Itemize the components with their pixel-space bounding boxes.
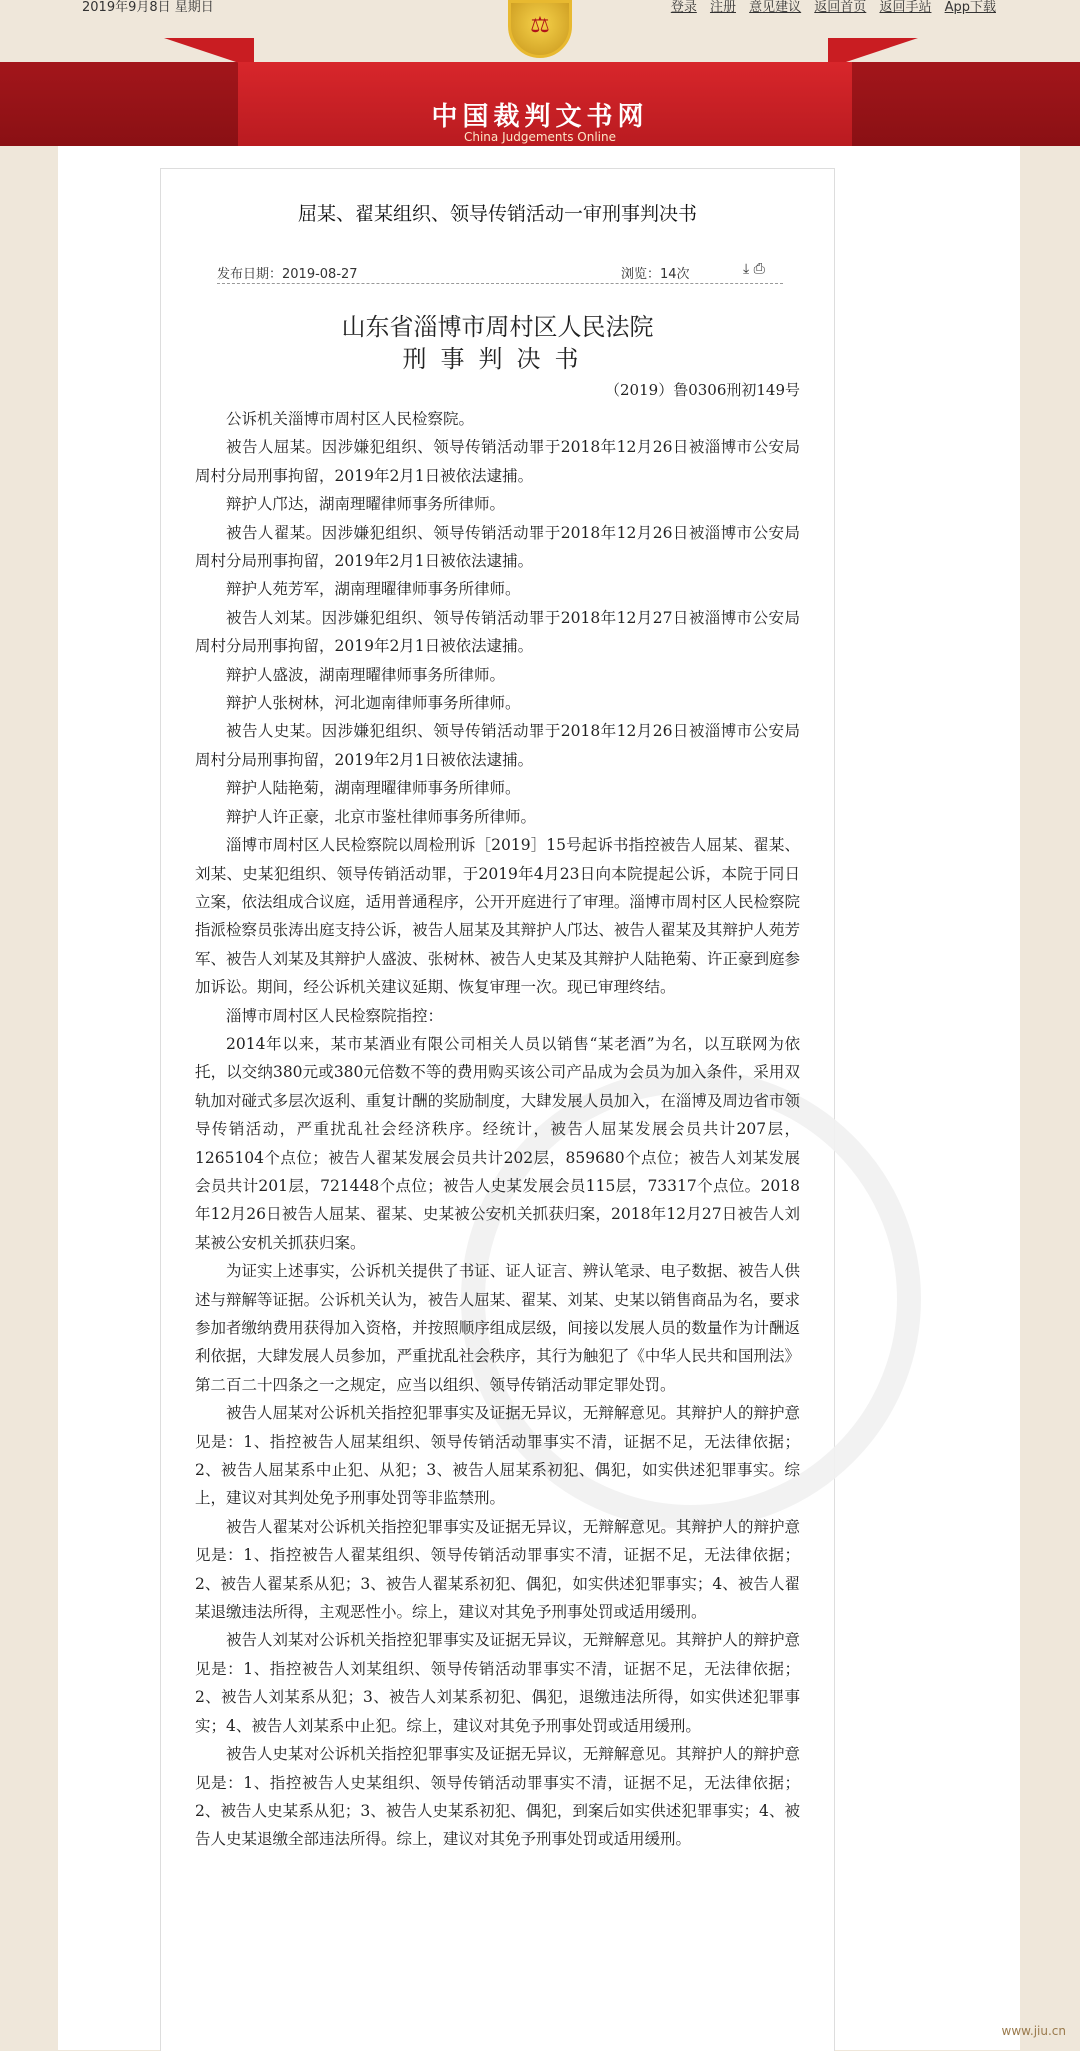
paragraph: 辩护人陆艳菊，湖南理曜律师事务所律师。 <box>226 779 521 798</box>
paragraph: 被告人史某。因涉嫌犯组织、领导传销活动罪于2018年12月26日被淄博市公安局周村分局刑事拘留，2019年2月1日被依法逮捕。 <box>195 722 800 769</box>
court-emblem-icon: ⚖ <box>508 0 572 58</box>
app-download-link[interactable]: App下载 <box>944 0 996 15</box>
mobile-site-link[interactable]: 返回手站 <box>879 0 932 15</box>
feedback-link[interactable]: 意见建议 <box>749 0 802 15</box>
print-icon[interactable]: ⎙ <box>753 261 765 277</box>
site-subtitle: China Judgements Online <box>463 130 616 144</box>
top-links <box>662 0 996 15</box>
judgement-document <box>160 168 835 2051</box>
paragraph: 被告人史某对公诉机关指控犯罪事实及证据无异议，无辩解意见。其辩护人的辩护意见是：1、指控被告人史某组织、领导传销活动罪事实不清，证据不足，无法律依据；2、被告人史某系从犯；3、被告人史某系初犯、偶犯，到案后如实供述犯罪事实；4、被告人史某退缴全部违法所得。综上，建议对其免予刑事处罚或适用缓刑。 <box>195 1745 800 1849</box>
paragraph: 辩护人邝达，湖南理曜律师事务所律师。 <box>226 495 506 514</box>
paragraph: 为证实上述事实，公诉机关提供了书证、证人证言、辨认笔录、电子数据、被告人供述与辩解等证据。公诉机关认为，被告人屈某、翟某、刘某、史某以销售商品为名，要求参加者缴纳费用获得加入资格，并按照顺序组成层级，间接以发展人员的数量作为计酬返利依据，大肆发展人员参加，严重扰乱社会秩序，其行为触犯了《中华人民共和国刑法》第二百二十四条之一之规定，应当以组织、领导传销活动罪定罪处罚。 <box>195 1262 800 1394</box>
paragraph: 被告人翟某。因涉嫌犯组织、领导传销活动罪于2018年12月26日被淄博市公安局周村分局刑事拘留，2019年2月1日被依法逮捕。 <box>195 523 800 571</box>
register-link[interactable]: 注册 <box>709 0 736 15</box>
paragraph: 淄博市周村区人民检察院指控： <box>226 1006 444 1025</box>
paragraph: 被告人翟某对公诉机关指控犯罪事实及证据无异议，无辩解意见。其辩护人的辩护意见是：1、指控被告人翟某组织、领导传销活动罪事实不清，证据不足，无法律依据；2、被告人翟某系从犯；3、被告人翟某系初犯、偶犯，如实供述犯罪事实；4、被告人翟某退缴违法所得，主观恶性小。综上，建议对其免予刑事处罚或适用缓刑。 <box>195 1517 800 1622</box>
paragraph: 被告人刘某对公诉机关指控犯罪事实及证据无异议，无辩解意见。其辩护人的辩护意见是：1、指控被告人刘某组织、领导传销活动罪事实不清，证据不足，无法律依据；2、被告人刘某系从犯；3、被告人刘某系初犯、偶犯，退缴违法所得，如实供述犯罪事实；4、被告人刘某系中止犯。综上，建议对其免予刑事处罚或适用缓刑。 <box>195 1631 800 1735</box>
paragraph: 被告人屈某。因涉嫌犯组织、领导传销活动罪于2018年12月26日被淄博市公安局周村分局刑事拘留，2019年2月1日被依法逮捕。 <box>195 438 800 485</box>
document-actions <box>743 261 765 277</box>
paragraph: 公诉机关淄博市周村区人民检察院。 <box>226 410 475 428</box>
document-meta <box>217 263 783 284</box>
paragraph: 被告人屈某对公诉机关指控犯罪事实及证据无异议，无辩解意见。其辩护人的辩护意见是：1、指控被告人屈某组织、领导传销活动罪事实不清，证据不足，无法律依据；2、被告人屈某系中止犯、从犯；3、被告人屈某系初犯、偶犯，如实供述犯罪事实。综上，建议对其判处免予刑事处罚等非监禁刑。 <box>195 1404 800 1508</box>
view-count: 浏览：14次 <box>621 267 690 282</box>
site-watermark: www.jiu.cn <box>1001 2024 1066 2038</box>
home-link[interactable]: 返回首页 <box>814 0 867 15</box>
paragraph: 2014年以来，某市某酒业有限公司相关人员以销售“某老酒”为名，以互联网为依托，以交纳380元或380元倍数不等的费用购买该公司产品成为会员为加入条件，采用双轨加对碰式多层次返利、重复计酬的奖励制度，大肆发展人员加入，在淄博及周边省市领导传销活动，严重扰乱社会经济秩序。经统计，被告人屈某发展会员共计207层，1265104个点位；被告人翟某发展会员共计202层，859680个点位；被告人刘某发展会员共计201层，721448个点位；被告人史某发展会员115层，73317个点位。2018年12月26日被告人屈某、翟某、史某被公安机关抓获归案，2018年12月27日被告人刘某被公安机关抓获归案。 <box>195 1034 800 1252</box>
document-body <box>195 405 800 1854</box>
paragraph: 辩护人盛波，湖南理曜律师事务所律师。 <box>226 665 506 684</box>
current-date: 2019年9月8日 星期日 <box>82 0 214 15</box>
document-type: 刑事判决书 <box>402 345 593 373</box>
paragraph: 淄博市周村区人民检察院以周检刑诉［2019］15号起诉书指控被告人屈某、翟某、刘某、史某犯组织、领导传销活动罪，于2019年4月23日向本院提起公诉，本院于同日立案，依法组成合议庭，适用普通程序，公开开庭进行了审理。淄博市周村区人民检察院指派检察员张涛出庭支持公诉，被告人屈某及其辩护人邝达、被告人翟某及其辩护人苑芳军、被告人刘某及其辩护人盛波、张树林、被告人史某及其辩护人陆艳菊、许正豪到庭参加诉讼。期间，经公诉机关建议延期、恢复审理一次。现已审理终结。 <box>195 836 800 997</box>
publish-date: 发布日期：2019-08-27 <box>217 267 358 282</box>
paragraph: 被告人刘某。因涉嫌犯组织、领导传销活动罪于2018年12月27日被淄博市公安局周村分局刑事拘留，2019年2月1日被依法逮捕。 <box>195 608 800 656</box>
download-icon[interactable]: ⤓ <box>743 261 750 277</box>
case-number: （2019）鲁0306刑初149号 <box>605 381 800 399</box>
document-title: 屈某、翟某组织、领导传销活动一审刑事判决书 <box>297 203 697 225</box>
paragraph: 辩护人苑芳军，湖南理曜律师事务所律师。 <box>226 580 521 599</box>
court-name: 山东省淄博市周村区人民法院 <box>341 313 654 341</box>
login-link[interactable]: 登录 <box>670 0 697 15</box>
site-title[interactable]: 中国裁判文书网 <box>431 102 649 132</box>
paragraph: 辩护人张树林，河北迦南律师事务所律师。 <box>226 694 521 713</box>
paragraph: 辩护人许正豪，北京市鉴杜律师事务所律师。 <box>226 807 537 826</box>
